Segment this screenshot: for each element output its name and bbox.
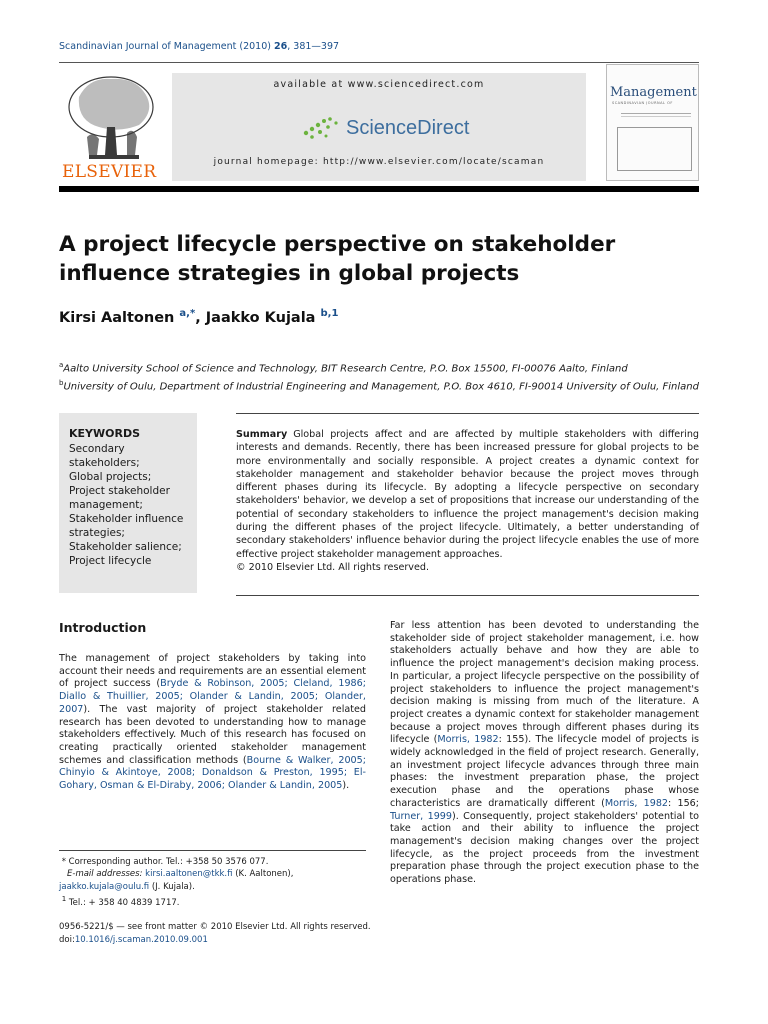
citation-link[interactable]: Morris, 1982 — [437, 734, 499, 746]
issn-line: 0956-5221/$ — see front matter © 2010 Elsevier Ltd. All rights reserved. — [59, 922, 371, 932]
right-text-part: Far less attention has been devoted to understanding the stakeholder side of project stakeholder management, i.e. how stakeholders actually behave and how they are able to influence the project management's decision making process. In particular, a project lifecycle perspective on the possibility of project stakeholders to influence the project management's decision making is missing from much of the literature. A project creates a dynamic context for stakeholder management because a project moves through different phases during its lifecycle ( — [390, 620, 699, 746]
citation-link[interactable]: Morris, 1982 — [604, 797, 669, 809]
body-column-right — [390, 620, 699, 887]
email-link[interactable]: kirsi.aaltonen@tkk.fi — [145, 869, 233, 880]
intro-text-part: ). — [342, 780, 350, 792]
author-2-marks[interactable]: b,1 — [320, 308, 339, 319]
sciencedirect-banner — [172, 73, 586, 181]
email-note-continued — [59, 881, 366, 893]
publication-info — [59, 921, 371, 946]
available-at-text: available at www.sciencedirect.com — [273, 79, 485, 90]
corr-text: Corresponding author. Tel.: +358 50 3576 077. — [68, 857, 269, 867]
journal-homepage-text: journal homepage: http://www.elsevier.com/locate/scaman — [213, 157, 545, 167]
keyword-item: Project stakeholder — [69, 485, 170, 497]
cover-rule — [621, 113, 691, 117]
elsevier-wordmark: ELSEVIER — [62, 162, 157, 182]
email-owner: (J. Kujala). — [151, 881, 195, 892]
intro-text-part: ). The vast majority of project stakeholder related research has been devoted to understanding how to manage stakeholders effectively. Much of this research has focused on creating practically oriented stakeholder management schemes and classification methods ( — [59, 703, 366, 766]
journal-reference — [59, 41, 339, 52]
cover-title: Management — [610, 85, 697, 100]
journal-pages: , 381—397 — [287, 41, 340, 52]
right-text-part: : 155). The lifecycle model of projects is widely acknowledged in the field of project research. Generally, an investment project lifecycle advances through three main phases: the investment preparation phase, the project execution phase and the operations phase whose characteristics are dramatically different ( — [390, 734, 700, 809]
footnotes — [59, 850, 366, 909]
summary-text: Global projects affect and are affected by multiple stakeholders with differing interests and demands. Recently, there has been increased pressure for global projects to be more environmentally and socially responsible. A project creates a dynamic context for stakeholder management and stakeholder behavior because the project moves through different phases during its lifecycle. By adopting a lifecycle perspective on secondary stakeholders' behavior, we develop a set of propositions that increase our understanding of the potential of secondary stakeholders to influence the project management's decision making during the different phases of the project lifecycle. Ultimately, a better understanding of secondary stakeholders' influence behavior during the project lifecycle enables the use of more effective project stakeholder management approaches. — [236, 429, 699, 560]
email-label: E-mail addresses: — [67, 869, 143, 880]
affiliation-b — [59, 376, 699, 394]
email-link[interactable]: jaakko.kujala@oulu.fi — [59, 881, 150, 892]
keyword-item: Global projects; — [69, 471, 152, 483]
cover-subtitle: SCANDINAVIAN JOURNAL OF — [612, 101, 673, 105]
keyword-item: strategies; — [69, 527, 125, 539]
sciencedirect-logo — [302, 115, 469, 141]
tel-text: Tel.: + 358 40 4839 1717. — [68, 897, 180, 908]
doi-link[interactable]: 10.1016/j.scaman.2010.09.001 — [74, 934, 208, 945]
keyword-item: Project lifecycle — [69, 555, 152, 567]
citation-link[interactable]: Bryde & Robinson, 2005; Cleland, 1986; Diallo & Thuillier, 2005; Olander & Landin, 2005; Olander, 2007 — [59, 678, 366, 715]
abstract-summary — [236, 413, 699, 596]
journal-volume: 26 — [274, 41, 288, 52]
right-text-part: ). Consequently, project stakeholders' potential to take action and their ability to influence the project management's decision making changes over the project lifecycle, as the project proceeds from the investment preparation phase through the project execution phase to the operations phase. — [390, 810, 699, 886]
keyword-item: Stakeholder influence — [69, 513, 184, 525]
email-note — [59, 868, 366, 880]
corr-mark: * — [61, 857, 66, 867]
author-list — [59, 308, 338, 326]
author-separator: , — [195, 309, 206, 326]
author-1-marks[interactable]: a,* — [179, 308, 196, 319]
journal-cover-thumbnail — [606, 64, 699, 181]
keyword-item: Stakeholder salience; — [69, 541, 182, 553]
citation-link[interactable]: Turner, 1999 — [390, 810, 453, 822]
author-2: Jaakko Kujala — [205, 309, 316, 326]
journal-name: Scandinavian Journal of Management (2010) — [59, 41, 271, 52]
citation-link[interactable]: Bourne & Walker, 2005; Chinyio & Akintoye, 2008; Donaldson & Preston, 1995; El-Gohary, Osman & El-Diraby, 2006; Olander & Landin, 2005 — [59, 754, 366, 792]
summary-copyright: © 2010 Elsevier Ltd. All rights reserved. — [236, 561, 430, 573]
affiliations — [59, 358, 699, 395]
summary-label: Summary — [236, 429, 288, 440]
tel-mark: 1 — [61, 893, 67, 903]
author-1: Kirsi Aaltonen — [59, 309, 175, 326]
right-text-part: : 156; — [668, 797, 700, 809]
affiliation-b-text: University of Oulu, Department of Industrial Engineering and Management, P.O. Box 4610, FI-90014 University of Oulu, Finland — [63, 381, 699, 393]
right-column-paragraph — [390, 620, 699, 887]
cover-frame — [617, 127, 692, 171]
tel-note — [59, 893, 366, 909]
introduction-paragraph — [59, 653, 366, 793]
affiliation-a-text: Aalto University School of Science and Technology, BIT Research Centre, P.O. Box 15500, FI-00076 Aalto, Finland — [63, 363, 628, 375]
doi-line — [59, 934, 371, 947]
affiliation-a — [59, 358, 699, 376]
body-column-left — [59, 620, 366, 793]
keywords-heading: KEYWORDS — [69, 427, 141, 440]
journal-header — [59, 62, 699, 180]
affiliation-a-mark: a — [59, 361, 64, 369]
keyword-item: Secondary stakeholders; — [69, 443, 140, 469]
introduction-heading: Introduction — [59, 620, 147, 635]
intro-text-part: The management of project stakeholders by taking into account their needs and requirements are an essential element of project success ( — [59, 653, 366, 690]
email-owner: (K. Aaltonen), — [235, 869, 294, 880]
sciencedirect-label: ScienceDirect — [346, 116, 470, 139]
corresponding-author-note — [59, 856, 366, 868]
doi-label: doi: — [59, 934, 75, 945]
keyword-item: management; — [69, 499, 143, 511]
sciencedirect-dots-icon — [302, 115, 342, 141]
header-divider — [59, 186, 699, 192]
article-title: A project lifecycle perspective on stakeholder influence strategies in global projects — [59, 232, 616, 286]
keywords-box — [59, 413, 197, 593]
affiliation-b-mark: b — [59, 379, 64, 388]
